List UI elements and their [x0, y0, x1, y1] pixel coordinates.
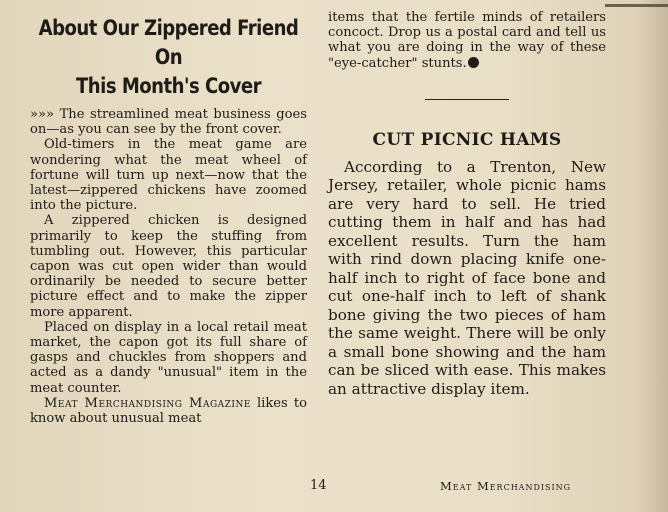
paragraph-1	[30, 107, 307, 137]
continued-paragraph-text: items that the fertile minds of retailers concoct. Drop us a postal card and tell us what you are doing in the way of these "eye-catcher" stunts.	[328, 10, 606, 71]
paragraph-1-text: The streamlined meat business goes on—as you can see by the front cover.	[30, 107, 307, 138]
paragraph-3: A zippered chicken is designed primarily to keep the stuffing from tumbling out. However, this particular capon was cut open wider than would ordinarily be needed to secure better picture effect and to make the zipper more apparent.	[30, 213, 307, 320]
left-column	[30, 14, 307, 426]
article-body	[30, 107, 307, 426]
top-edge-rule	[605, 4, 668, 7]
lead-marker: »»»	[30, 107, 55, 122]
paragraph-4: Placed on display in a local retail meat market, the capon got its full share of gasps and chuckles from shoppers and acted as a dandy "unusual" item in the meat counter.	[30, 319, 307, 396]
end-bullet-icon	[468, 57, 479, 68]
paragraph-2: Old-timers in the meat game are wondering what the meat wheel of fortune will turn up next—now that the latest—zippered chickens have zoomed into the picture.	[30, 137, 307, 214]
section-body	[328, 158, 606, 399]
page-number: 14	[310, 478, 327, 493]
continued-text	[328, 10, 606, 71]
section-divider	[425, 99, 509, 100]
paragraph-5	[30, 396, 307, 426]
section-heading: CUT PICNIC HAMS	[372, 129, 562, 150]
section-paragraph: According to a Trenton, New Jersey, retailer, whole picnic hams are very hard to sell. He tried cutting them in half and has had excellent results. Turn the ham with rind down placing knife one-half inch to right of face bone and cut one-half inch to left of shank bone giving the two pieces of ham the same weight. There will be only a small bone showing and the ham can be sliced with ease. This makes an attractive display item.	[328, 157, 606, 398]
article-headline	[34, 14, 303, 101]
continued-paragraph	[328, 10, 606, 71]
running-footer: Meat Merchandising	[440, 479, 572, 493]
headline-line-2: This Month's Cover	[75, 74, 262, 98]
right-column	[328, 10, 606, 398]
magazine-name: Meat Merchandising Magazine	[44, 395, 251, 411]
headline-line-1: About Our Zippered Friend On	[38, 16, 299, 69]
paragraph-5-text: likes to know about unusual meat	[30, 395, 307, 427]
